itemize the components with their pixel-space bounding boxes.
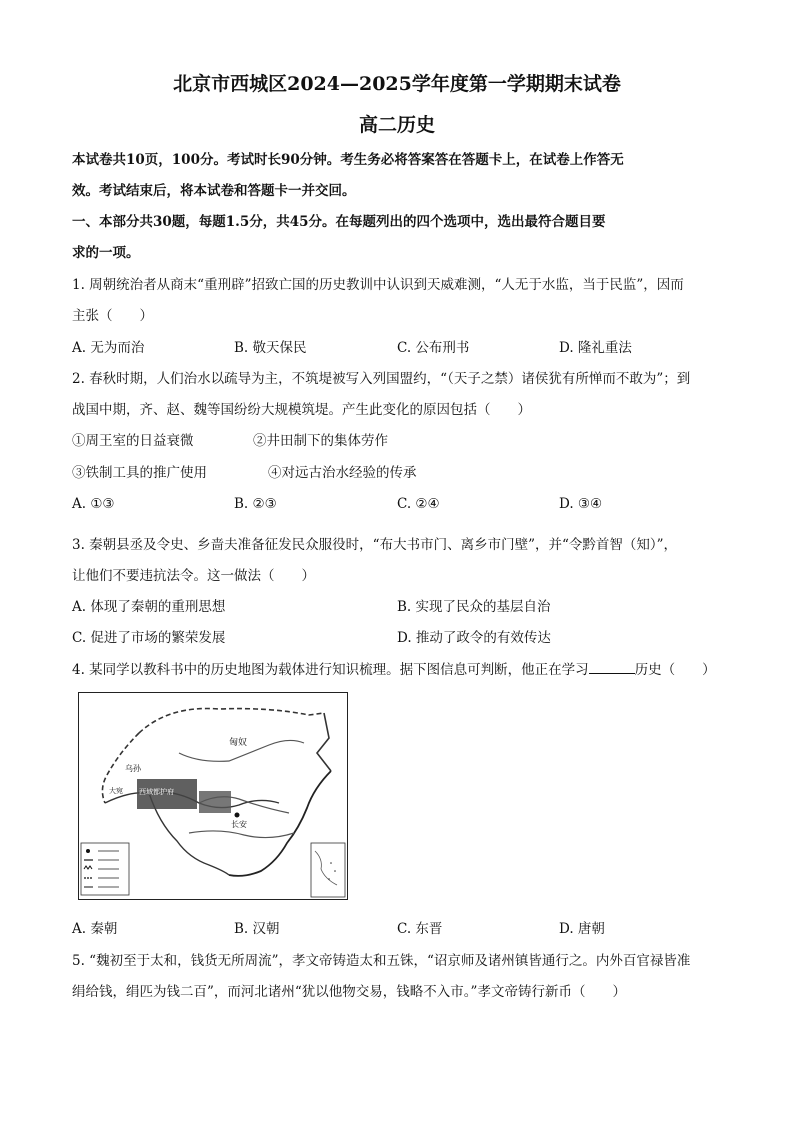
map-boundary-northeast [317,713,331,771]
q4-stem-after: 历史（ ） [634,662,716,678]
q4-option-b[interactable]: B. 汉朝 [234,921,280,937]
map-capital-marker [235,813,240,818]
q3-option-a[interactable]: A. 体现了秦朝的重刑思想 [72,599,226,615]
map-label-dayuan: 大宛 [109,787,123,795]
q4-stem [72,660,716,679]
map-boundary-north [139,709,324,734]
q1-option-c[interactable]: C. 公布刑书 [397,340,470,356]
q4-option-a[interactable]: A. 秦朝 [72,921,118,937]
inset-island-2 [334,870,336,872]
q2-option-a[interactable]: A. ①③ [72,496,115,512]
q2-item-1: ①周王室的日益衰微 [72,433,194,449]
q1-stem-line-1: 1. 周朝统治者从商末“重刑辟”招致亡国的历史教训中认识到天威难测，“人无于水监，当于民监”，因而 [72,277,684,293]
map-label-xiongnu: 匈奴 [229,738,248,748]
q2-item-2: ②井田制下的集体劳作 [253,433,388,449]
intro-line-2: 效。考试结束后，将本试卷和答题卡一并交回。 [72,183,356,199]
map-hexi-region [199,791,231,813]
historical-map [78,692,348,900]
intro-line-1: 本试卷共10页，100分。考试时长90分钟。考生务必将答案答在答题卡上，在试卷上作答无 [72,152,624,168]
inset-island-1 [330,862,332,864]
map-label-changan: 长安 [231,820,247,829]
map-river-yangtze [189,831,294,838]
q4-option-d[interactable]: D. 唐朝 [559,921,605,937]
map-drawing [79,693,347,899]
q3-option-d[interactable]: D. 推动了政令的有效传达 [397,630,551,646]
q2-option-b[interactable]: B. ②③ [234,496,277,512]
exam-title: 北京市西城区2024—2025学年度第一学期期末试卷 [173,73,621,95]
q2-option-d[interactable]: D. ③④ [559,496,603,512]
q4-stem-before: 4. 某同学以教科书中的历史地图为载体进行知识梳理。据下图信息可判断，他正在学习 [72,662,589,678]
q2-option-c[interactable]: C. ②④ [397,496,440,512]
section-heading-line-1: 一、本部分共30题，每题1.5分，共45分。在每题列出的四个选项中，选出最符合题目要 [72,214,606,230]
q1-stem-line-2: 主张（ ） [72,308,153,324]
q4-blank [589,660,635,674]
q3-option-c[interactable]: C. 促进了市场的繁荣发展 [72,630,226,646]
q4-option-c[interactable]: C. 东晋 [397,921,443,937]
section-heading-line-2: 求的一项。 [72,245,140,261]
map-label-wusun: 乌孙 [125,764,141,773]
q2-stem-line-2: 战国中期，齐、赵、魏等国纷纷大规模筑堤。产生此变化的原因包括（ ） [72,402,531,418]
q2-item-4: ④对远古治水经验的传承 [268,465,417,481]
q2-stem-line-1: 2. 春秋时期，人们治水以疏导为主，不筑堤被写入列国盟约，“（天子之禁）诸侯犹有所惮而不敢为”；到 [72,371,691,387]
map-inset [311,843,345,897]
q5-stem-line-1: 5. “魏初至于太和，钱货无所周流”，孝文帝铸造太和五铢，“诏京师及诸州镇皆通行之。内外百官禄皆准 [72,953,691,969]
q1-option-a[interactable]: A. 无为而治 [72,340,145,356]
inset-island-3 [328,878,330,880]
legend-capital-symbol [86,849,90,853]
q3-stem-line-2: 让他们不要违抗法令。这一做法（ ） [72,568,315,584]
q1-option-d[interactable]: D. 隆礼重法 [559,340,632,356]
q5-stem-line-2: 绢给钱，绢匹为钱二百”，而河北诸州“犹以他物交易，钱略不入市。”孝文帝铸行新币（ ） [72,984,626,1000]
subject-title: 高二历史 [358,114,435,136]
q3-stem-line-1: 3. 秦朝县丞及令史、乡啬夫准备征发民众服役时，“布大书市门、离乡市门壁”，并“令黔首智（知）”， [72,537,678,553]
map-label-xiyu: 西域都护府 [139,788,174,796]
q3-option-b[interactable]: B. 实现了民众的基层自治 [397,599,551,615]
q2-item-3: ③铁制工具的推广使用 [72,465,207,481]
q1-option-b[interactable]: B. 敬天保民 [234,340,307,356]
